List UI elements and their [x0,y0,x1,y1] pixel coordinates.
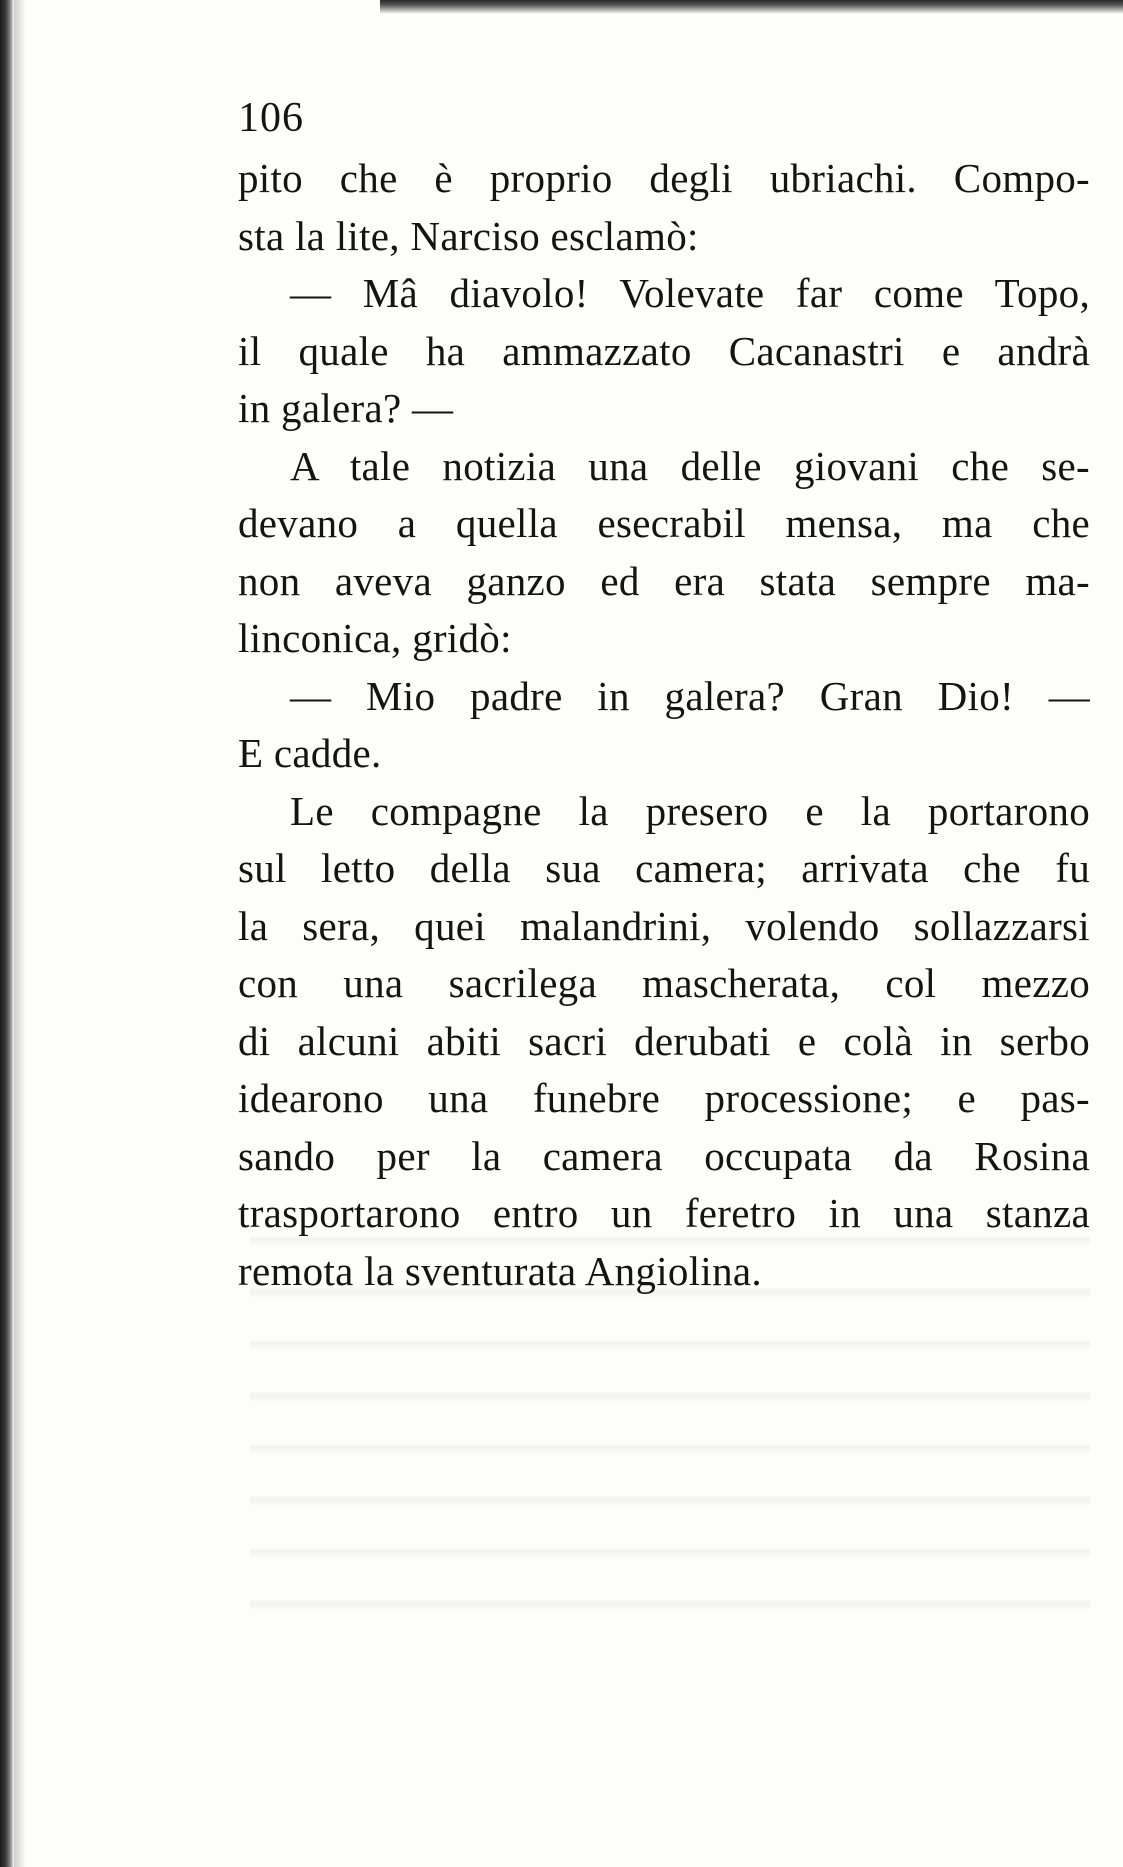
book-page [238,92,1090,1300]
text-line: sta la lite, Narciso esclamò: [238,212,699,259]
text-line: E cadde. [238,730,382,776]
text-line: di alcuni abiti sacri derubati e colà in serbo [238,1017,1090,1064]
page-number: 106 [238,95,304,141]
text-line: in galera? — [238,385,454,431]
text-line: linconica, gridò: [238,615,512,661]
text-line: idearono una funebre processione; e pas- [238,1075,1090,1121]
text-line: Le compagne la presero e la portarono [290,787,1090,834]
text-line: non aveva ganzo ed era stata sempre ma- [238,557,1090,604]
text-line: sul letto della sua camera; arrivata che fu [238,845,1090,891]
text-line: sando per la camera occupata da Rosina [238,1132,1090,1179]
book-binding-edge [0,0,14,1867]
text-line: devano a quella esecrabil mensa, ma che [238,500,1090,546]
text-line: remota la sventurata Angiolina. [238,1247,762,1294]
text-line: A tale notizia una delle giovani che se- [290,442,1090,489]
binding-shadow [14,0,26,1867]
text-line: — Mâ diavolo! Volevate far come Topo, [290,270,1090,316]
text-line: la sera, quei malandrini, volendo sollazzarsi [238,902,1090,949]
text-line: con una sacrilega mascherata, col mezzo [238,960,1090,1006]
text-line: — Mio padre in galera? Gran Dio! — [290,672,1090,719]
text-line: trasportarono entro un feretro in una stanza [238,1190,1090,1236]
text-line: pito che è proprio degli ubriachi. Compo- [238,155,1090,201]
page-top-edge [380,0,1123,14]
text-line: il quale ha ammazzato Cacanastri e andrà [238,327,1090,374]
